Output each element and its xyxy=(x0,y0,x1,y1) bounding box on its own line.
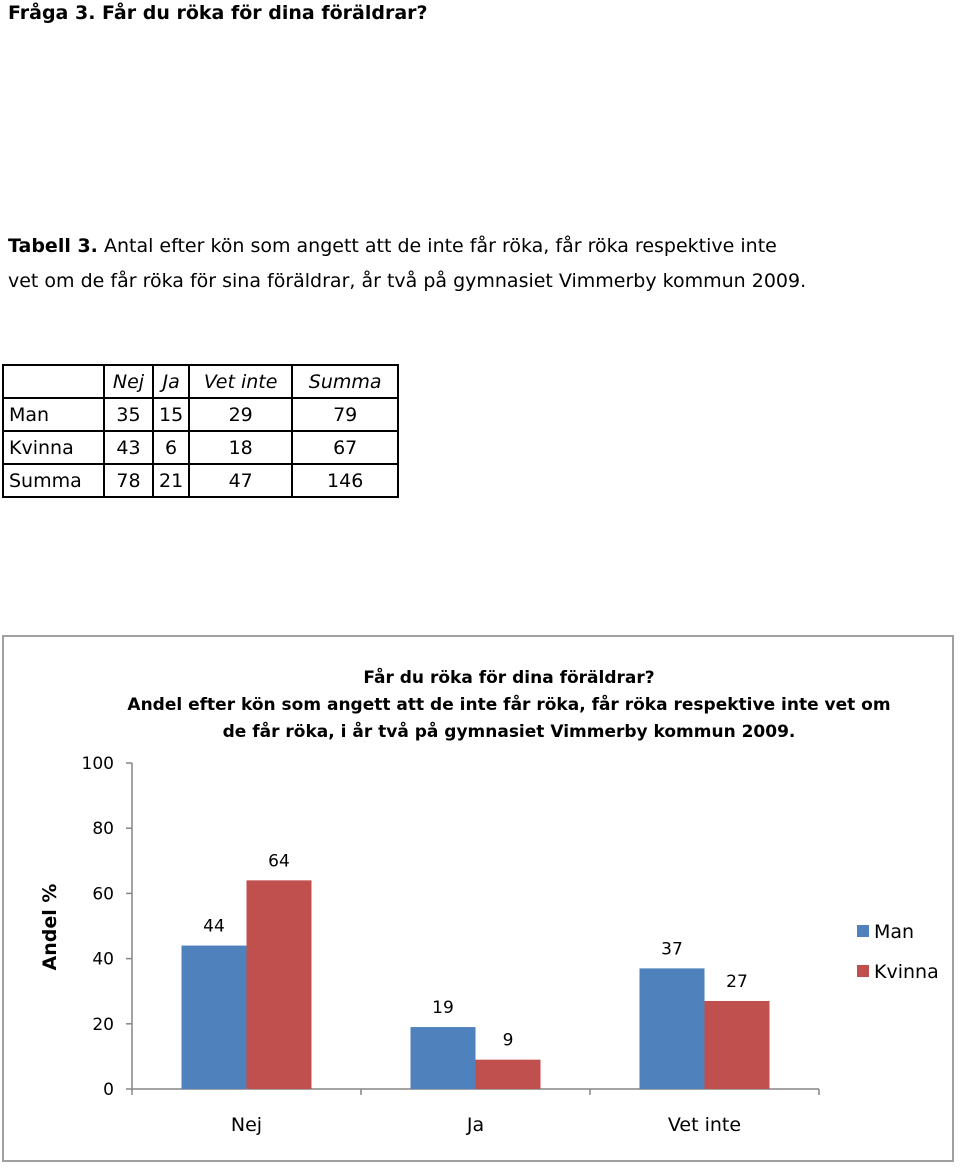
table-cell: Kvinna xyxy=(3,431,104,464)
table-cell: Summa xyxy=(3,464,104,497)
table-header-cell: Nej xyxy=(104,365,153,398)
bar-kvinna xyxy=(705,1001,770,1089)
chart-container xyxy=(2,635,954,1162)
legend-label: Kvinna xyxy=(874,961,939,983)
table-caption xyxy=(8,229,908,299)
table-cell: 29 xyxy=(189,398,292,431)
table-cell: 18 xyxy=(189,431,292,464)
table-cell: 47 xyxy=(189,464,292,497)
table-cell: 146 xyxy=(292,464,398,497)
caption-line1: Antal efter kön som angett att de inte får röka, får röka respektive inte xyxy=(103,235,777,257)
table-cell: 67 xyxy=(292,431,398,464)
data-label: 64 xyxy=(268,851,290,872)
table-cell: 35 xyxy=(104,398,153,431)
legend-swatch xyxy=(857,965,869,977)
table-cell: 6 xyxy=(153,431,189,464)
bar-kvinna xyxy=(476,1060,541,1089)
table-cell: 21 xyxy=(153,464,189,497)
bar-man xyxy=(182,946,247,1089)
legend-swatch xyxy=(857,925,869,937)
table-header-row xyxy=(3,365,398,398)
caption-line2: vet om de får röka för sina föräldrar, år två på gymnasiet Vimmerby kommun 2009. xyxy=(8,270,807,292)
bar-chart xyxy=(4,637,952,1160)
x-tick-label: Nej xyxy=(230,1114,263,1136)
table-cell: Man xyxy=(3,398,104,431)
plot-area xyxy=(82,754,819,1136)
table-cell: 78 xyxy=(104,464,153,497)
chart-subtitle-line1: Andel efter kön som angett att de inte får röka, får röka respektive inte vet om xyxy=(127,695,891,715)
table-header-cell: Summa xyxy=(292,365,398,398)
page-heading: Fråga 3. Får du röka för dina föräldrar? xyxy=(8,2,428,24)
y-tick-label: 0 xyxy=(103,1080,114,1100)
table-row xyxy=(3,464,398,497)
table-cell: 43 xyxy=(104,431,153,464)
table-row xyxy=(3,431,398,464)
y-axis-label: Andel % xyxy=(39,883,61,971)
table-header-cell: Ja xyxy=(153,365,189,398)
table-cell: 79 xyxy=(292,398,398,431)
y-tick-label: 80 xyxy=(92,819,114,840)
data-label: 27 xyxy=(726,971,748,992)
legend-label: Man xyxy=(874,921,915,943)
legend xyxy=(857,921,939,983)
data-label: 19 xyxy=(432,998,454,1019)
table-cell: 15 xyxy=(153,398,189,431)
table-row xyxy=(3,398,398,431)
chart-subtitle-line2: de får röka, i år två på gymnasiet Vimmerby kommun 2009. xyxy=(222,722,796,742)
y-tick-label: 100 xyxy=(81,754,114,774)
y-tick-label: 20 xyxy=(92,1014,114,1035)
data-label: 37 xyxy=(661,939,683,960)
caption-label: Tabell 3. xyxy=(8,235,98,257)
x-tick-label: Vet inte xyxy=(667,1114,742,1136)
data-table xyxy=(2,364,399,498)
table-header-cell xyxy=(3,365,104,398)
x-tick-label: Ja xyxy=(466,1114,485,1136)
y-tick-label: 60 xyxy=(92,884,114,905)
chart-title: Får du röka för dina föräldrar? xyxy=(363,668,655,688)
bar-man xyxy=(411,1027,476,1089)
y-tick-label: 40 xyxy=(92,949,114,970)
data-label: 44 xyxy=(203,916,225,937)
bar-man xyxy=(640,968,705,1089)
table-header-cell: Vet inte xyxy=(189,365,292,398)
bar-kvinna xyxy=(247,880,312,1089)
data-label: 9 xyxy=(502,1030,514,1051)
